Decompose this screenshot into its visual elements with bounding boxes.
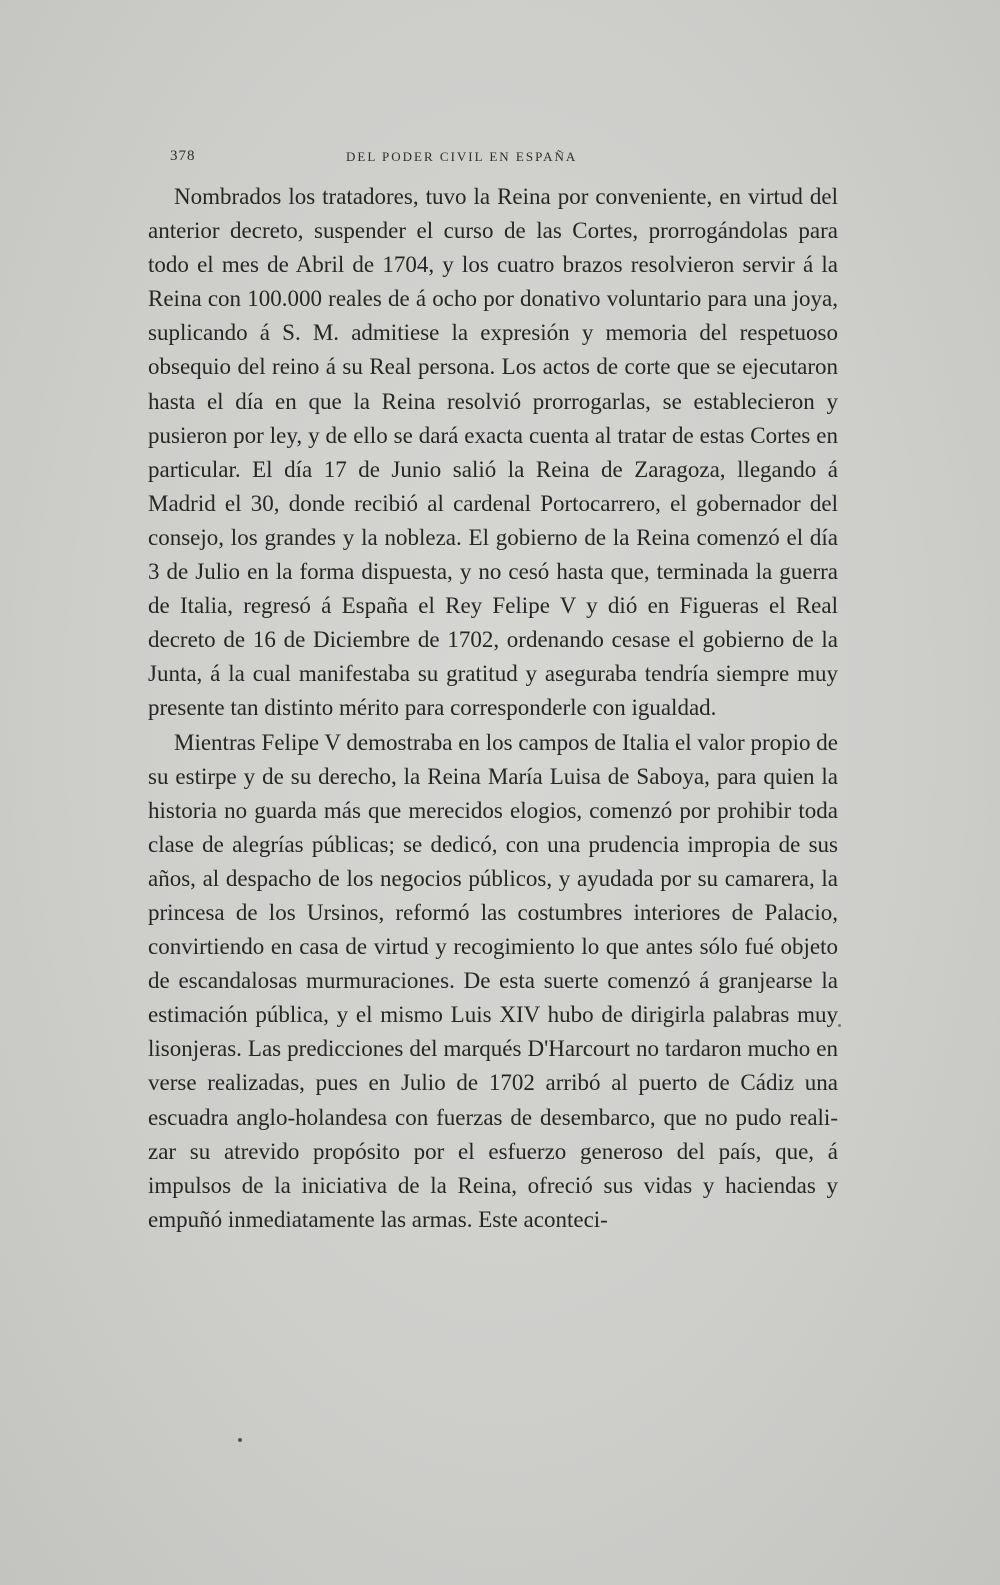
- ink-speck: [838, 1024, 841, 1027]
- ink-speck: [238, 1438, 242, 1442]
- page-number: 378: [170, 148, 196, 164]
- paragraph: Mientras Felipe V demostraba en los campos de Italia el valor propio de su estirpe y de su derecho, la Reina María Luisa de Saboya, para quien la historia no guarda más que merecidos elogios, comenzó por prohibir toda clase de alegrías públicas; se dedicó, con una prudencia impropia de sus años, al despacho de los negocios públicos, y ayudada por su camarera, la princesa de los Ursinos, reformó las costumbres interiores de Palacio, convirtiendo en casa de virtud y recogimiento lo que antes sólo fué objeto de escandalosas murmuraciones. De esta suerte comenzó á granjearse la estimación pública, y el mismo Luis XIV hubo de dirigirla palabras muy lisonjeras. Las predicciones del marqués D'Harcourt no tardaron mucho en verse realizadas, pues en Julio de 1702 arribó al puerto de Cádiz una escuadra anglo-holandesa con fuerzas de desembarco, que no pudo realizar su atrevido propósito por el esfuerzo generoso del país, que, á impulsos de la iniciativa de la Reina, ofreció sus vidas y haciendas y empuñó inmediatamente las armas. Este aconteci-: [148, 729, 838, 1232]
- paragraph: Nombrados los tratadores, tuvo la Reina por conveniente, en virtud del anterior decreto, suspender el curso de las Cortes, prorrogándolas para todo el mes de Abril de 1704, y los cuatro brazos resolvieron servir á la Reina con 100.000 reales de á ocho por donativo voluntario para una joya, suplicando á S. M. admitiese la expresión y memoria del respetuoso obsequio del reino á su Real persona. Los actos de corte que se ejecutaron hasta el día en que la Reina resolvió prorrogarlas, se establecieron y pusieron por ley, y de ello se dará exacta cuenta al tratar de estas Cortes en particular. El día 17 de Junio salió la Reina de Zaragoza, llegando á Madrid el 30, donde recibió al cardenal Portocarrero, el gobernador del consejo, los grandes y la nobleza. El gobierno de la Reina comenzó el día 3 de Julio en la forma dispuesta, y no cesó hasta que, terminada la guerra de Italia, regresó á España el Rey Felipe V y dió en Figueras el Real decreto de 16 de Diciembre de 1702, ordenando cesase el gobierno de la Junta, á la cual manifestaba su gratitud y aseguraba tendría siempre muy presente tan distinto mérito para corresponderle con igualdad.: [148, 184, 838, 721]
- body-text: [148, 180, 838, 1237]
- running-head: DEL PODER CIVIL EN ESPAÑA: [346, 149, 578, 164]
